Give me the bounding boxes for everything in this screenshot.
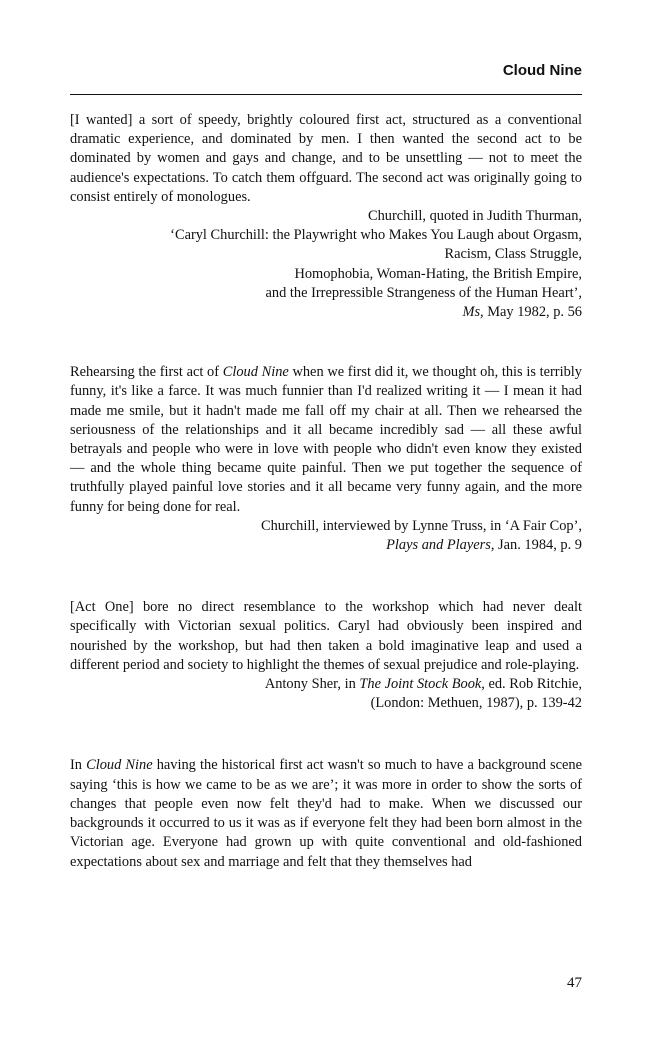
quote-text-part: having the historical first act wasn't so much to have a background scene saying ‘this is how we came to be as we are’; it was more in order to show the sorts of changes that people even now felt they'd had to make. When we discussed our backgrounds it occurred to us it was as if everyone felt they had been born almost in the Victorian age. Everyone had grown up with quite conventional and old-fashioned expectations about sex and marriage and felt that they themselves had: [70, 757, 582, 870]
source-line: Churchill, interviewed by Lynne Truss, in ‘A Fair Cop’,: [261, 517, 582, 534]
source-line: and the Irrepressible Strangeness of the Human Heart’,: [265, 284, 582, 301]
quote-block-4: [70, 756, 582, 871]
quote-text: [70, 756, 582, 871]
quote-text-part: when we first did it, we thought oh, this is terribly funny, it's like a farce. It was much funnier than I'd realized writing it — I mean it had made me smile, but it hadn't made me fall off my chair at all. Then we rehearsed the seriousness of the relationships and it all became incredibly sad — all these awful betrayals and people who were in love with people who didn't even know they existed — and the whole thing became quite painful. Then we put together the sequence of truthfully played painful love stories and it all became very funny again, and the more funny for being done for real.: [70, 364, 582, 515]
quote-block-1: [70, 111, 582, 322]
quote-block-3: [70, 598, 582, 713]
quote-text-part: In: [70, 757, 87, 774]
source-detail: ed. Rob Ritchie,: [484, 676, 582, 693]
source-line: [70, 536, 582, 555]
quote-text-part: Rehearsing the first act of: [70, 364, 223, 381]
quote-source: [70, 675, 582, 713]
source-line: [70, 675, 582, 694]
page-number: 47: [567, 975, 582, 991]
quote-text: [Act One] bore no direct resemblance to the workshop which had never dealt specifically with Victorian sexual politics. Caryl had obviously been inspired and nourished by the workshop, but had then taken a bold imaginative leap and used a different period and society to highlight the themes of sexual prejudice and role-playing.: [70, 599, 582, 673]
quote-source: [70, 517, 582, 555]
play-title: Cloud Nine: [222, 364, 289, 381]
source-detail: Jan. 1984, p. 9: [494, 537, 582, 554]
source-line: (London: Methuen, 1987), p. 139-42: [370, 695, 582, 712]
source-line: Racism, Class Struggle,: [444, 246, 582, 263]
page: [70, 60, 582, 915]
play-title: Cloud Nine: [86, 757, 153, 774]
source-title: Plays and Players,: [386, 537, 495, 554]
quote-text: [70, 363, 582, 517]
source-line: Churchill, quoted in Judith Thurman,: [368, 208, 582, 225]
source-author: Antony Sher, in: [264, 676, 360, 693]
running-head: Cloud Nine: [502, 62, 582, 79]
quote-text: [I wanted] a sort of speedy, brightly coloured first act, structured as a conventional dramatic experience, and dominated by men. I then wanted the second act to be dominated by women and gays and change, and to be unsettling — not to meet the audience's expectations. To catch them offguard. The second act was originally going to consist entirely of monologues.: [70, 112, 582, 205]
quote-source: [70, 207, 582, 322]
source-line: ‘Caryl Churchill: the Playwright who Makes You Laugh about Orgasm,: [170, 227, 582, 244]
source-detail: May 1982, p. 56: [483, 304, 582, 321]
source-title: Ms,: [462, 304, 484, 321]
source-title: The Joint Stock Book,: [359, 676, 485, 693]
source-line: Homophobia, Woman-Hating, the British Empire,: [294, 265, 582, 282]
quote-block-2: [70, 363, 582, 555]
header-rule: [70, 94, 582, 95]
source-line: [70, 303, 582, 322]
